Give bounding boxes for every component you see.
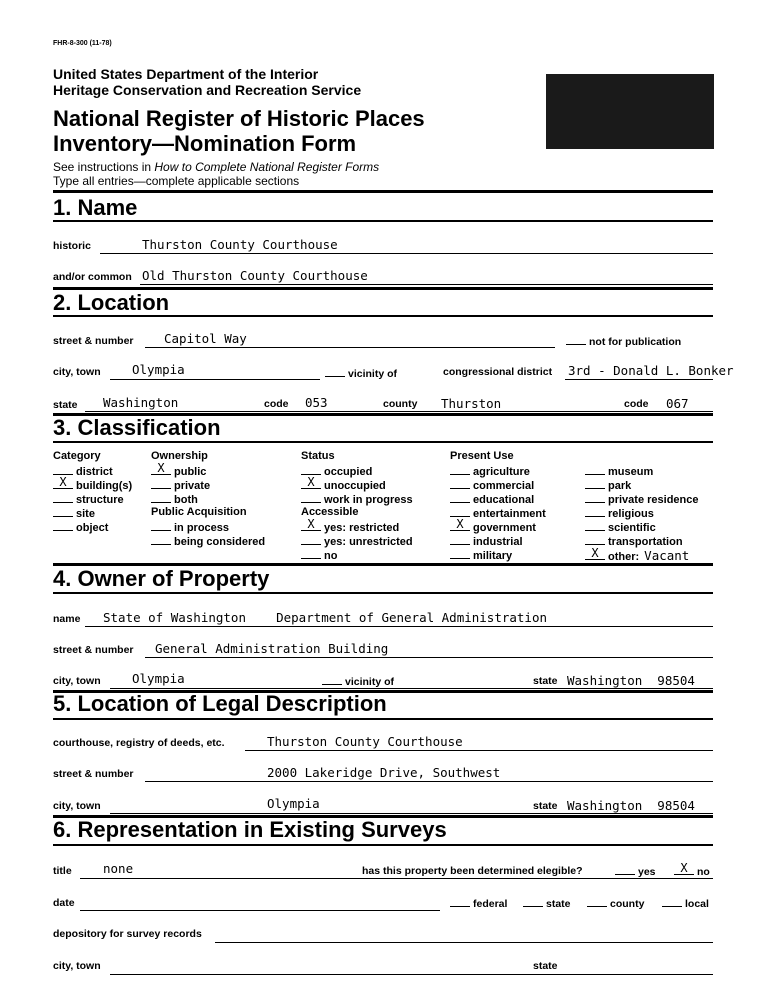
checkbox-blank[interactable] bbox=[585, 464, 605, 475]
classification-option-yes-restricted[interactable] bbox=[301, 517, 400, 534]
checkbox-blank[interactable] bbox=[585, 492, 605, 503]
checkbox-blank[interactable] bbox=[585, 506, 605, 517]
owner-street-label: street & number bbox=[53, 644, 134, 656]
option-label: museum bbox=[608, 466, 654, 478]
option-label: yes: restricted bbox=[324, 522, 400, 534]
survey-title-label: title bbox=[53, 865, 72, 877]
field-line bbox=[110, 813, 713, 814]
checkbox-blank[interactable] bbox=[53, 464, 73, 475]
field-line bbox=[215, 942, 713, 943]
option-label: occupied bbox=[324, 466, 373, 478]
form-title-1: National Register of Historic Places bbox=[53, 106, 425, 131]
classification-option-yes-unrestricted[interactable] bbox=[301, 534, 413, 548]
section-2-title: 2. Location bbox=[53, 290, 170, 315]
federal-option[interactable] bbox=[450, 896, 507, 910]
street-field[interactable]: Capitol Way bbox=[164, 331, 247, 346]
owner-state-field[interactable]: Washington 98504 bbox=[567, 673, 695, 688]
option-label: district bbox=[76, 466, 113, 478]
classification-option-museum[interactable] bbox=[585, 464, 653, 478]
state-field[interactable]: Washington bbox=[103, 395, 179, 410]
option-label: no bbox=[324, 550, 338, 562]
classification-heading: Category bbox=[53, 450, 101, 462]
option-label: site bbox=[76, 508, 95, 520]
classification-option-park[interactable] bbox=[585, 478, 631, 492]
classification-option-object[interactable] bbox=[53, 520, 108, 534]
checkbox-blank[interactable] bbox=[151, 520, 171, 531]
x-mark: X bbox=[591, 546, 599, 560]
field-line bbox=[145, 347, 555, 348]
checkbox-blank[interactable] bbox=[53, 520, 73, 531]
option-label: not for publication bbox=[589, 336, 682, 348]
eligible-no-option[interactable] bbox=[674, 861, 710, 878]
x-mark: X bbox=[157, 461, 165, 475]
checkbox-blank[interactable] bbox=[615, 864, 635, 875]
county-option[interactable] bbox=[587, 896, 644, 910]
county-field[interactable]: Thurston bbox=[441, 396, 502, 411]
common-name-field[interactable]: Old Thurston County Courthouse bbox=[142, 268, 368, 283]
survey-state-label: state bbox=[533, 960, 558, 972]
checkbox-blank[interactable] bbox=[151, 534, 171, 545]
county-code-field[interactable]: 067 bbox=[666, 396, 689, 411]
option-label: military bbox=[473, 550, 513, 562]
checkbox-blank[interactable] bbox=[585, 534, 605, 545]
classification-option-both[interactable] bbox=[151, 492, 198, 506]
option-label: religious bbox=[608, 508, 654, 520]
option-label: educational bbox=[473, 494, 535, 506]
classification-heading: Accessible bbox=[301, 506, 359, 518]
option-label: scientific bbox=[608, 522, 656, 534]
option-label: vicinity of bbox=[348, 368, 398, 380]
department-line: United States Department of the Interior bbox=[53, 66, 319, 82]
checkbox-checked[interactable] bbox=[151, 461, 171, 475]
legal-state-label: state bbox=[533, 800, 558, 812]
field-line bbox=[80, 878, 713, 879]
classification-option-structure[interactable] bbox=[53, 492, 124, 506]
option-label: building(s) bbox=[76, 480, 133, 492]
checkbox-blank[interactable] bbox=[151, 492, 171, 503]
owner-name-label: name bbox=[53, 613, 81, 625]
congressional-district-field[interactable]: 3rd - Donald L. Bonker bbox=[568, 363, 734, 378]
option-label: unoccupied bbox=[324, 480, 386, 492]
classification-option-public[interactable] bbox=[151, 461, 207, 478]
field-line bbox=[100, 253, 713, 254]
legal-street-field[interactable]: 2000 Lakeridge Drive, Southwest bbox=[267, 765, 501, 780]
classification-option-in-process[interactable] bbox=[151, 520, 229, 534]
option-label: private residence bbox=[608, 494, 699, 506]
owner-state-label: state bbox=[533, 675, 558, 687]
depository-label: depository for survey records bbox=[53, 928, 202, 940]
field-line bbox=[145, 781, 713, 782]
option-label: state bbox=[546, 898, 571, 910]
checkbox-blank[interactable] bbox=[450, 534, 470, 545]
section-1-title: 1. Name bbox=[53, 195, 138, 220]
checkbox-blank[interactable] bbox=[450, 492, 470, 503]
classification-option-other[interactable] bbox=[585, 548, 689, 563]
checkbox-blank[interactable] bbox=[301, 534, 321, 545]
local-option[interactable] bbox=[662, 896, 709, 910]
other-use-field[interactable]: Vacant bbox=[644, 548, 690, 563]
instructions-line-2: Type all entries—complete applicable sections bbox=[53, 174, 300, 188]
option-label: vicinity of bbox=[345, 676, 395, 688]
historic-label: historic bbox=[53, 240, 91, 252]
checkbox-checked[interactable]: X bbox=[674, 864, 694, 875]
divider bbox=[53, 441, 713, 443]
checkbox-checked[interactable] bbox=[585, 546, 605, 560]
checkbox-blank[interactable] bbox=[53, 492, 73, 503]
form-id: FHR-8-300 (11-78) bbox=[53, 40, 112, 47]
checkbox-blank[interactable] bbox=[322, 674, 342, 685]
legal-street-label: street & number bbox=[53, 768, 134, 780]
checkbox-blank[interactable] bbox=[301, 464, 321, 475]
checkbox-checked[interactable] bbox=[301, 517, 321, 531]
courthouse-label: courthouse, registry of deeds, etc. bbox=[53, 737, 225, 749]
option-label: transportation bbox=[608, 536, 683, 548]
option-label: public bbox=[174, 466, 207, 478]
state-label: state bbox=[53, 399, 78, 411]
divider bbox=[53, 315, 713, 317]
not-for-publication-option[interactable] bbox=[566, 334, 681, 348]
instr-title: How to Complete National Register Forms bbox=[154, 160, 380, 174]
state-code-field[interactable]: 053 bbox=[305, 395, 328, 410]
instructions-line bbox=[53, 160, 379, 174]
classification-option-military[interactable] bbox=[450, 548, 512, 562]
option-label: in process bbox=[174, 522, 230, 534]
option-label: local bbox=[685, 898, 709, 910]
checkbox-blank[interactable] bbox=[523, 896, 543, 907]
classification-heading: Public Acquisition bbox=[151, 506, 247, 518]
divider bbox=[53, 190, 713, 193]
service-line: Heritage Conservation and Recreation Service bbox=[53, 82, 362, 98]
checkbox-blank[interactable] bbox=[450, 464, 470, 475]
option-label: federal bbox=[473, 898, 508, 910]
field-line bbox=[145, 657, 713, 658]
option-label: private bbox=[174, 480, 211, 492]
legal-city-field[interactable]: Olympia bbox=[267, 796, 320, 811]
checkbox-blank[interactable] bbox=[662, 896, 682, 907]
checkbox-checked[interactable] bbox=[450, 517, 470, 531]
option-label: county bbox=[610, 898, 645, 910]
option-label: no bbox=[697, 866, 710, 878]
section-4-title: 4. Owner of Property bbox=[53, 566, 270, 591]
eligible-question: has this property been determined elegible? bbox=[362, 865, 583, 877]
field-line bbox=[565, 379, 713, 380]
field-line bbox=[110, 688, 713, 689]
x-mark: X bbox=[307, 475, 315, 489]
field-line bbox=[80, 910, 440, 911]
classification-heading: Ownership bbox=[151, 450, 208, 462]
option-label: government bbox=[473, 522, 536, 534]
vicinity-option[interactable] bbox=[325, 366, 397, 380]
classification-option-building-s[interactable] bbox=[53, 475, 133, 492]
divider bbox=[53, 220, 713, 222]
field-line bbox=[85, 626, 713, 627]
classification-option-religious[interactable] bbox=[585, 506, 654, 520]
x-mark: X bbox=[59, 475, 67, 489]
state-option[interactable] bbox=[523, 896, 571, 910]
classification-option-industrial[interactable] bbox=[450, 534, 523, 548]
option-label: yes: unrestricted bbox=[324, 536, 413, 548]
eligible-yes-option[interactable] bbox=[615, 864, 656, 878]
field-line bbox=[110, 974, 713, 975]
legal-city-label: city, town bbox=[53, 800, 101, 812]
classification-option-private-residence[interactable] bbox=[585, 492, 699, 506]
classification-option-being-considered[interactable] bbox=[151, 534, 265, 548]
code-label: code bbox=[264, 398, 289, 410]
classification-heading: Present Use bbox=[450, 450, 514, 462]
checkbox-blank[interactable] bbox=[587, 896, 607, 907]
checkbox-blank[interactable] bbox=[585, 478, 605, 489]
option-label: being considered bbox=[174, 536, 266, 548]
congressional-district-label: congressional district bbox=[443, 366, 553, 378]
checkbox-blank[interactable] bbox=[53, 506, 73, 517]
classification-heading: Status bbox=[301, 450, 335, 462]
checkbox-checked[interactable] bbox=[301, 475, 321, 489]
redacted-stamp-box bbox=[546, 74, 714, 149]
legal-state-field[interactable]: Washington 98504 bbox=[567, 798, 695, 813]
field-line bbox=[85, 411, 713, 412]
classification-option-agriculture[interactable] bbox=[450, 464, 530, 478]
owner-street-field[interactable]: General Administration Building bbox=[155, 641, 389, 656]
divider bbox=[53, 844, 713, 846]
courthouse-field[interactable]: Thurston County Courthouse bbox=[267, 734, 463, 749]
option-label: structure bbox=[76, 494, 124, 506]
x-mark: X bbox=[456, 517, 464, 531]
option-label: work in progress bbox=[324, 494, 413, 506]
field-line bbox=[140, 284, 713, 285]
common-label: and/or common bbox=[53, 271, 132, 283]
classification-option-government[interactable] bbox=[450, 517, 536, 534]
classification-option-educational[interactable] bbox=[450, 492, 534, 506]
checkbox-blank[interactable] bbox=[450, 506, 470, 517]
section-6-title: 6. Representation in Existing Surveys bbox=[53, 817, 447, 842]
survey-city-label: city, town bbox=[53, 960, 101, 972]
option-label: park bbox=[608, 480, 632, 492]
owner-city-label: city, town bbox=[53, 675, 101, 687]
option-label: agriculture bbox=[473, 466, 530, 478]
option-label: industrial bbox=[473, 536, 523, 548]
section-5-title: 5. Location of Legal Description bbox=[53, 691, 387, 716]
owner-city-field[interactable]: Olympia bbox=[132, 671, 185, 686]
checkbox-blank[interactable] bbox=[325, 366, 345, 377]
checkbox-blank[interactable] bbox=[450, 478, 470, 489]
street-label: street & number bbox=[53, 335, 134, 347]
form-title-2: Inventory—Nomination Form bbox=[53, 131, 357, 156]
checkbox-blank[interactable] bbox=[301, 492, 321, 503]
checkbox-blank[interactable] bbox=[450, 896, 470, 907]
field-line bbox=[110, 379, 320, 380]
option-label: yes bbox=[638, 866, 656, 878]
historic-field[interactable]: Thurston County Courthouse bbox=[142, 237, 338, 252]
city-label: city, town bbox=[53, 366, 101, 378]
code-label: code bbox=[624, 398, 649, 410]
section-3-title: 3. Classification bbox=[53, 415, 221, 440]
checkbox-blank[interactable] bbox=[566, 334, 586, 345]
divider bbox=[53, 718, 713, 720]
x-mark: X bbox=[307, 517, 315, 531]
county-label: county bbox=[383, 398, 418, 410]
city-field[interactable]: Olympia bbox=[132, 362, 185, 377]
survey-title-field[interactable]: none bbox=[103, 861, 134, 876]
checkbox-checked[interactable] bbox=[53, 475, 73, 489]
option-label: commercial bbox=[473, 480, 535, 492]
classification-option-site[interactable] bbox=[53, 506, 95, 520]
option-label: both bbox=[174, 494, 198, 506]
option-label: object bbox=[76, 522, 109, 534]
checkbox-blank[interactable] bbox=[585, 520, 605, 531]
field-line bbox=[245, 750, 713, 751]
classification-option-scientific[interactable] bbox=[585, 520, 656, 534]
instr-text: See instructions in bbox=[53, 160, 155, 174]
option-label: entertainment bbox=[473, 508, 546, 520]
checkbox-blank[interactable] bbox=[151, 478, 171, 489]
option-label: other: bbox=[608, 551, 640, 563]
checkbox-blank[interactable] bbox=[301, 548, 321, 559]
classification-option-commercial[interactable] bbox=[450, 478, 534, 492]
checkbox-blank[interactable] bbox=[450, 548, 470, 559]
classification-option-work-in-progress[interactable] bbox=[301, 492, 413, 506]
owner-vicinity-option[interactable] bbox=[322, 674, 394, 688]
divider bbox=[53, 592, 713, 594]
date-label: date bbox=[53, 897, 75, 909]
classification-option-private[interactable] bbox=[151, 478, 210, 492]
classification-option-unoccupied[interactable] bbox=[301, 475, 386, 492]
owner-name-field[interactable]: State of Washington Department of General Administration bbox=[103, 610, 548, 625]
classification-option-no[interactable] bbox=[301, 548, 337, 562]
